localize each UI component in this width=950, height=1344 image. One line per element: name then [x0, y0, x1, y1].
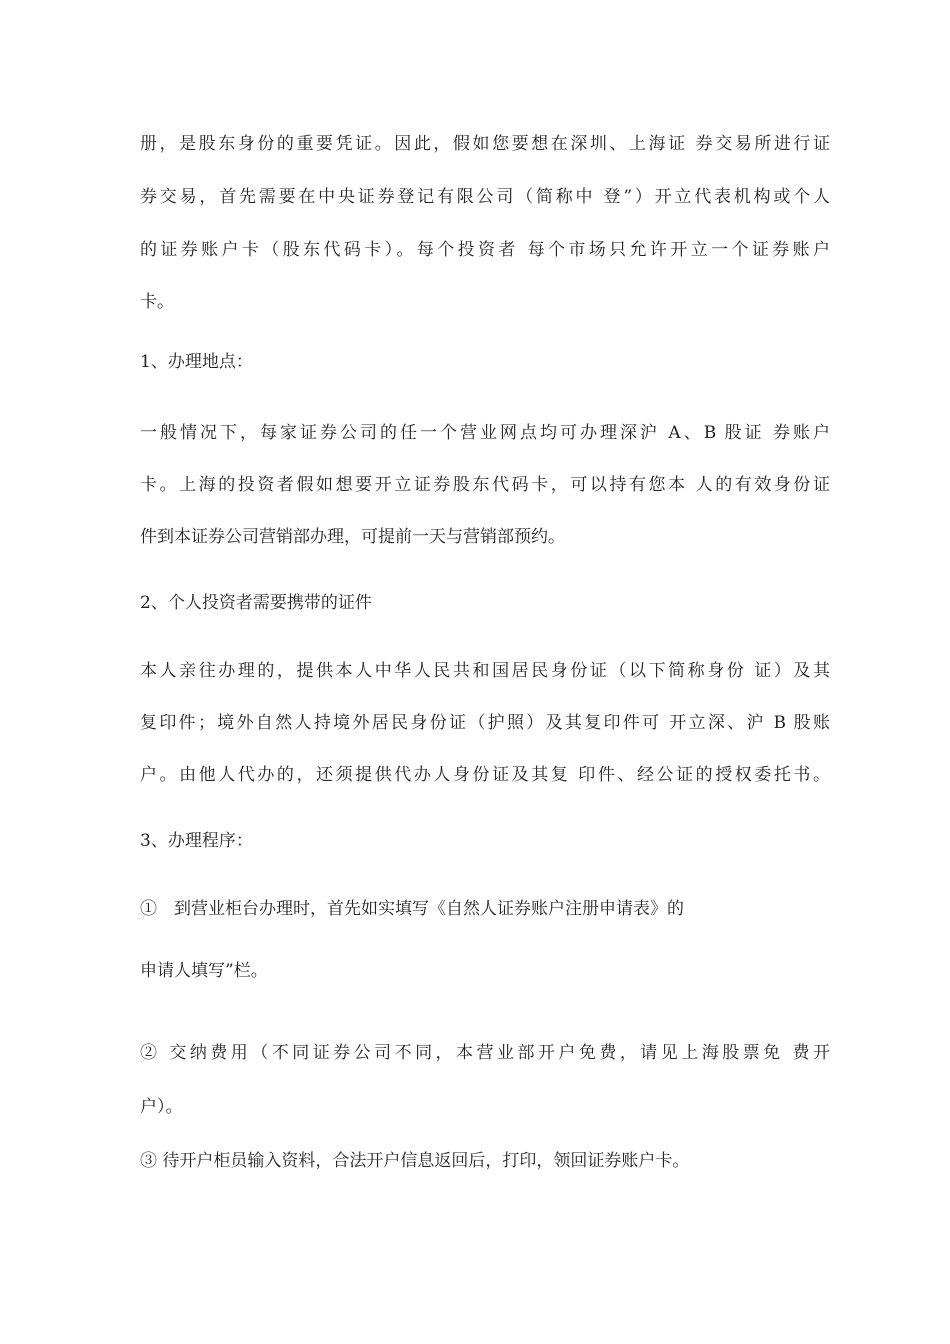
section2-heading: 2、个人投资者需要携带的证件 [140, 593, 372, 613]
section1-heading: 1、办理地点： [140, 352, 253, 372]
section1-line-3: 件到本证券公司营销部办理，可提前一天与营销部预约。 [140, 527, 565, 547]
section2-line-2: 复印件；境外自然人持境外居民身份证（护照）及其复印件可 开立深、沪 B 股账 [140, 713, 830, 733]
step1-line-2: 申请人填写”栏。 [140, 961, 268, 981]
step2-line-1: ② 交纳费用（不同证券公司不同，本营业部开户免费，请见上海股票免 费开 [140, 1043, 830, 1063]
step2-line-2: 户）。 [140, 1097, 183, 1117]
intro-line-4: 卡。 [140, 292, 174, 312]
section2-line-3: 户。由他人代办的，还须提供代办人身份证及其复 印件、经公证的授权委托书。 [140, 765, 830, 785]
step3-line-1: ③ 待开户柜员输入资料，合法开户信息返回后，打印，领回证券账户卡。 [140, 1151, 690, 1171]
step1-line-1: ① 到营业柜台办理时，首先如实填写《自然人证券账户注册申请表》的 [140, 899, 684, 919]
intro-line-3: 的证券账户卡（股东代码卡）。每个投资者 每个市场只允许开立一个证券账户 [140, 240, 830, 260]
section1-line-2: 卡。上海的投资者假如想要开立证券股东代码卡，可以持有您本 人的有效身份证 [140, 475, 830, 495]
intro-line-1: 册，是股东身份的重要凭证。因此，假如您要想在深圳、上海证 券交易所进行证 [140, 134, 830, 154]
section2-line-1: 本人亲往办理的，提供本人中华人民共和国居民身份证（以下简称身份 证）及其 [140, 661, 830, 681]
section3-heading: 3、办理程序： [140, 831, 253, 851]
intro-line-2: 券交易，首先需要在中央证券登记有限公司（简称中 登”）开立代表机构或个人 [140, 187, 830, 207]
section1-line-1: 一般情况下，每家证券公司的任一个营业网点均可办理深沪 A、B 股证 券账户 [140, 423, 830, 443]
